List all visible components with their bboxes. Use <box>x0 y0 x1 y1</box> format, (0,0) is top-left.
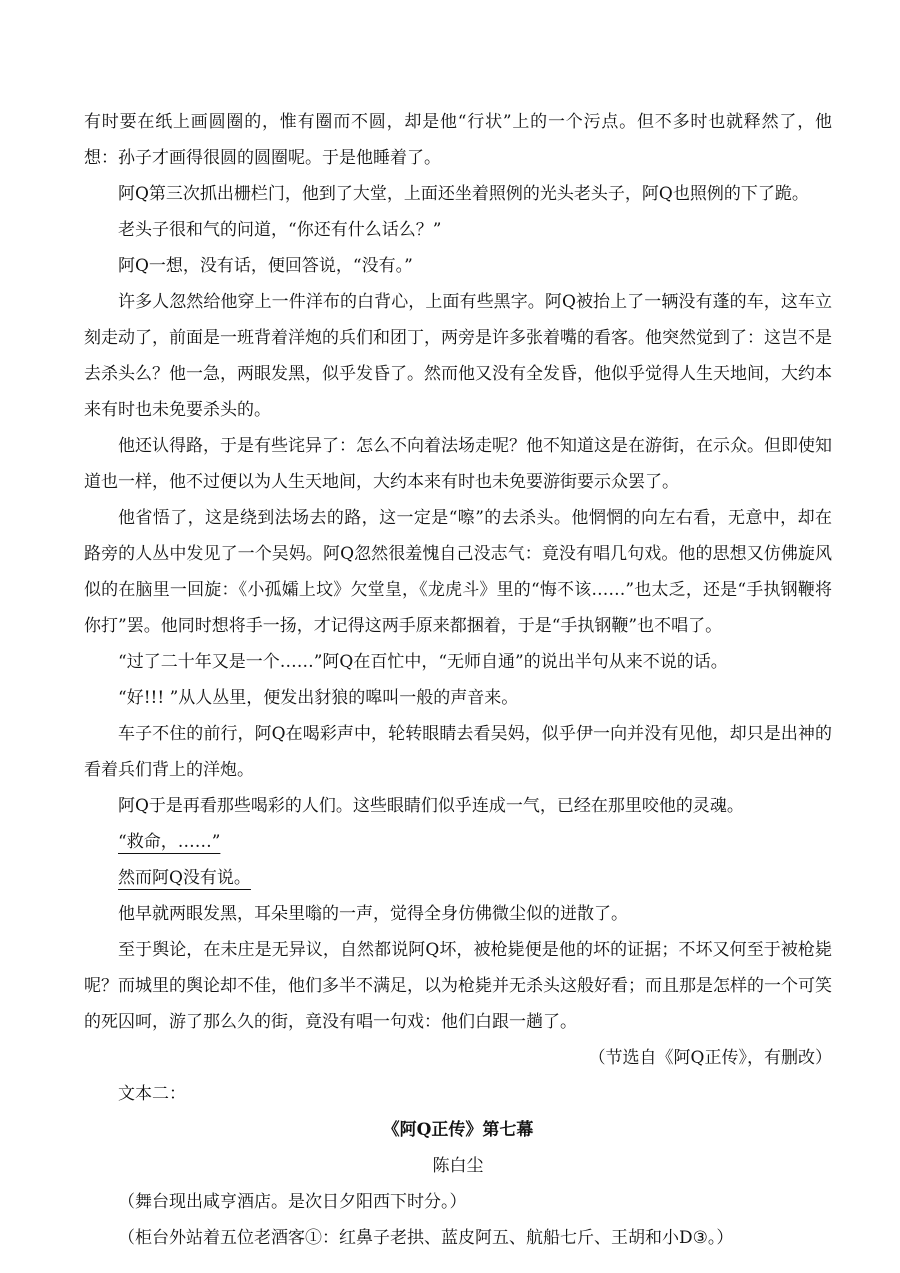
paragraph: 许多人忽然给他穿上一件洋布的白背心，上面有些黑字。阿Q被抬上了一辆没有蓬的车，这车立刻走动了，前面是一班背着洋炮的兵们和团丁，两旁是许多张着嘴的看客。他突然觉到了：这岂不是去杀头么？他一急，两眼发黑，似乎发昏了。然而他又没有全发昏，他似乎觉得人生天地间，大约本来有时也未免要杀头的。 <box>84 292 832 420</box>
author-name: 陈白尘 <box>432 1156 484 1176</box>
underlined-line <box>84 860 832 896</box>
paragraph: “好!!! ”从人丛里，便发出豺狼的嗥叫一般的声音来。 <box>118 688 519 708</box>
section-title: 《阿Q正传》第七幕 <box>382 1120 534 1140</box>
paragraph: 车子不住的前行，阿Q在喝彩声中，轮转眼睛去看吴妈，似乎伊一向并没有见他，却只是出神的看着兵们背上的洋炮。 <box>84 724 832 780</box>
paragraph: 他省悟了，这是绕到法场去的路，这一定是“嚓”的去杀头。他惘惘的向左右看，无意中，却在路旁的人丛中发见了一个吴妈。阿Q忽然很羞愧自己没志气：竟没有唱几句戏。他的思想又仿佛旋风似的在脑里一回旋：《小孤孀上坟》欠堂皇，《龙虎斗》里的“悔不该……”也太乏，还是“手执钢鞭将你打”罢。他同时想将手一扬，才记得这两手原来都捆着，于是“手执钢鞭”也不唱了。 <box>84 508 832 636</box>
paragraph: 老头子很和气的问道，“你还有什么话么？” <box>118 220 442 240</box>
underlined-text: 然而阿Q没有说。 <box>118 868 251 888</box>
section-label: 文本二： <box>118 1084 186 1104</box>
stage-direction: （柜台外站着五位老酒客①：红鼻子老拱、蓝皮阿五、航船七斤、王胡和小D③。） <box>118 1228 734 1248</box>
underlined-text: “救命，……” <box>118 832 221 852</box>
paragraph: 有时要在纸上画圆圈的，惟有圈而不圆，却是他“行状”上的一个污点。但不多时也就释然了，他想：孙子才画得很圆的圆圈呢。于是他睡着了。 <box>84 112 832 168</box>
paragraph: 他早就两眼发黑，耳朵里嗡的一声，觉得全身仿佛微尘似的迸散了。 <box>118 904 628 924</box>
underlined-line <box>84 824 832 860</box>
stage-direction: （舞台现出咸亨酒店。是次日夕阳西下时分。） <box>118 1192 467 1212</box>
document-body <box>84 104 832 1256</box>
paragraph: 他还认得路，于是有些诧异了：怎么不向着法场走呢？他不知道这是在游街，在示众。但即使知道也一样，他不过便以为人生天地间，大约本来有时也未免要游街要示众罢了。 <box>84 436 832 492</box>
paragraph: 阿Q一想，没有话，便回答说，“没有。” <box>118 256 413 276</box>
paragraph: 至于舆论，在未庄是无异议，自然都说阿Q坏，被枪毙便是他的坏的证据；不坏又何至于被枪毙呢？而城里的舆论却不佳，他们多半不满足，以为枪毙并无杀头这般好看；而且那是怎样的一个可笑的死囚呵，游了那么久的街，竟没有唱一句戏：他们白跟一趟了。 <box>84 940 832 1032</box>
paragraph: 阿Q第三次抓出栅栏门，他到了大堂，上面还坐着照例的光头老头子，阿Q也照例的下了跪。 <box>118 184 809 204</box>
source-citation: （节选自《阿Q正传》，有删改） <box>588 1048 832 1068</box>
paragraph: “过了二十年又是一个……”阿Q在百忙中，“无师自通”的说出半句从来不说的话。 <box>118 652 728 672</box>
paragraph: 阿Q于是再看那些喝彩的人们。这些眼睛们似乎连成一气，已经在那里咬他的灵魂。 <box>118 796 744 816</box>
